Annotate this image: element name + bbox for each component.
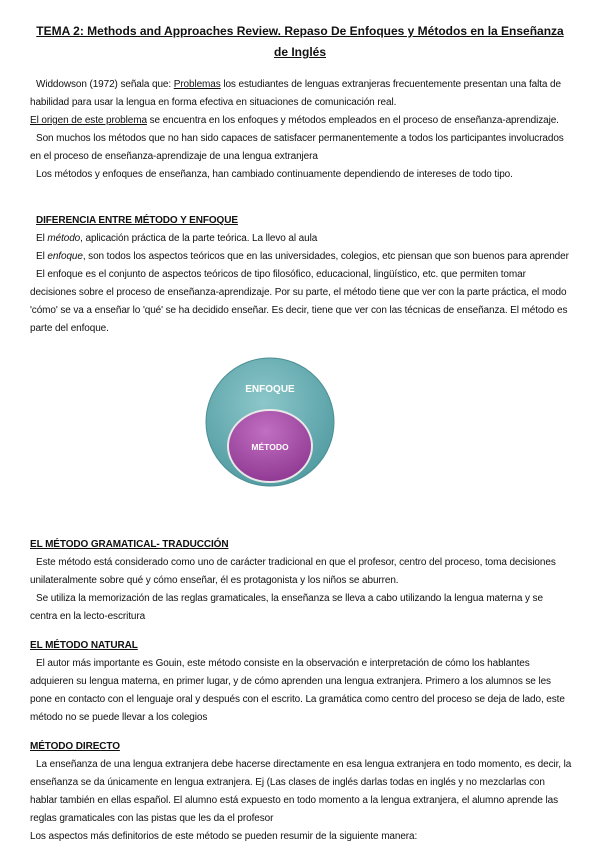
enfoque-metodo-diagram <box>204 356 336 488</box>
document-title: TEMA 2: Methods and Approaches Review. Repaso De Enfoques y Métodos en la Enseñanza de Inglés <box>36 24 564 59</box>
diferencia-italic-term: método <box>47 233 81 244</box>
directo-heading: MÉTODO DIRECTO <box>30 741 120 752</box>
intro-text: Widdowson (1972) señala que: <box>36 79 174 90</box>
diferencia-section <box>30 212 572 338</box>
enfoque-label: ENFOQUE <box>245 384 295 395</box>
diferencia-text: , aplicación práctica de la parte teórica. La llevo al aula <box>80 233 318 244</box>
gramatical-heading: EL MÉTODO GRAMATICAL- TRADUCCIÓN <box>30 539 229 550</box>
intro-section <box>30 76 572 184</box>
diferencia-text: El <box>36 233 48 244</box>
diferencia-paragraph-3: El enfoque es el conjunto de aspectos teóricos de tipo filosófico, educacional, lingüístico, etc. que permiten tomar decisiones sobre el proceso de enseñanza-aprendizaje. Por su parte, el método tiene que ver con la parte práctica, el modo 'cómo' se va a enseñar lo 'qué' se ha decidido enseñar. Es decir, tiene que ver con las técnicas de enseñanza. El método es parte del enfoque. <box>30 269 568 334</box>
diferencia-text: , son todos los aspectos teóricos que en las universidades, colegios, etc piensan que son buenos para aprender <box>82 251 569 262</box>
directo-section <box>30 738 572 846</box>
diferencia-text: El <box>36 251 48 262</box>
intro-paragraph-3: Son muchos los métodos que no han sido capaces de satisfacer permanentemente a todos los participantes involucrados en el proceso de enseñanza-aprendizaje de una lengua extranjera <box>30 133 564 162</box>
intro-paragraph-1 <box>30 76 572 112</box>
diferencia-heading: DIFERENCIA ENTRE MÉTODO Y ENFOQUE <box>36 215 238 226</box>
gramatical-section <box>30 536 572 626</box>
natural-paragraph-1: El autor más importante es Gouin, este método consiste en la observación e interpretación de cómo los hablantes adquieren su lengua materna, en primer lugar, y de cómo aprenden una lengua extranjera. Primero a los alumnos se les pone en contacto con el lenguaje oral y después con el escrito. La gramática como centro del proceso se deja de lado, este método no se puede llevar a los colegios <box>30 658 565 723</box>
intro-underlined-term: El origen de este problema <box>30 115 147 126</box>
gramatical-paragraph-1: Este método está considerado como uno de carácter tradicional en que el profesor, centro del proceso, toma decisiones unilateralmente sobre qué y cómo enseñar, él es protagonista y los niños se aburren. <box>30 557 556 586</box>
metodo-label: MÉTODO <box>251 442 289 452</box>
gramatical-paragraph-2: Se utiliza la memorización de las reglas gramaticales, la enseñanza se lleva a cabo utilizando la lengua materna y se centra en la lecto-escritura <box>30 593 543 622</box>
diferencia-paragraph-2 <box>30 248 572 266</box>
natural-heading: EL MÉTODO NATURAL <box>30 640 138 651</box>
intro-underlined-term: Problemas <box>173 79 221 90</box>
directo-paragraph-1: La enseñanza de una lengua extranjera debe hacerse directamente en esa lengua extranjera en todo momento, es decir, la enseñanza se da únicamente en lengua extranjera. Ej (Las clases de inglés darlas todas en inglés y no mezclarlas con hablar también en ellas español. El alumno está expuesto en todo momento a la lengua extranjera, el alumno aprende las reglas gramaticales con las pistas que les da el profesor <box>30 759 572 824</box>
diferencia-italic-term: enfoque <box>47 251 83 262</box>
natural-section <box>30 637 572 727</box>
directo-paragraph-2: Los aspectos más definitorios de este método se pueden resumir de la siguiente manera: <box>30 831 418 842</box>
intro-text: los estudiantes de lenguas extranjeras frecuentemente presentan una falta de habilidad para usar la lengua en forma efectiva en situaciones de comunicación real. <box>30 79 561 108</box>
intro-paragraph-4: Los métodos y enfoques de enseñanza, han cambiado continuamente dependiendo de intereses de todo tipo. <box>36 169 513 180</box>
intro-paragraph-2 <box>30 112 572 130</box>
intro-text: se encuentra en los enfoques y métodos empleados en el proceso de enseñanza-aprendizaje. <box>146 115 559 126</box>
diferencia-paragraph-1 <box>30 230 572 248</box>
